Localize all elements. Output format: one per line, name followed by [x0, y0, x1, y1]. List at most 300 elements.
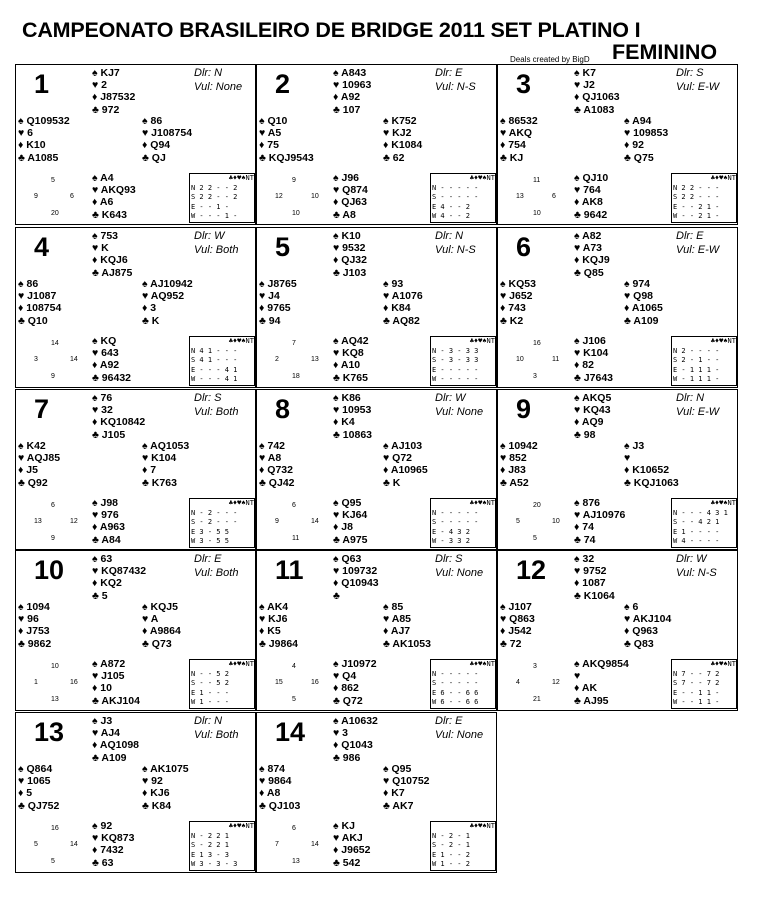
suit-holding: ♦ KQ2 — [92, 577, 122, 590]
suit-holding: ♥ AQJ85 — [18, 452, 61, 465]
tricks-table — [430, 173, 496, 223]
suit-holding: ♣ K — [142, 314, 160, 327]
board-number: 10 — [34, 555, 65, 585]
suit-holding: ♣ Q75 — [624, 151, 654, 164]
tricks-table — [189, 659, 255, 709]
west-hand — [500, 601, 535, 650]
tricks-table-row: W - - - - - — [432, 375, 479, 383]
suit-holding: ♥ — [624, 452, 631, 465]
hcp-value: 13 — [292, 858, 300, 865]
tricks-table-row: E 1 - - - - — [673, 527, 720, 536]
suit-holding: ♣ Q92 — [18, 476, 48, 489]
hcp-value: 5 — [292, 696, 296, 703]
tricks-table-row: S - 3 - 3 3 — [432, 356, 479, 364]
tricks-table-header: ♣♦♥♠NT — [469, 499, 495, 507]
board-diagram — [497, 227, 738, 388]
dealer-label: Dlr: N — [676, 392, 705, 404]
hcp-compass — [34, 502, 79, 547]
suit-holding: ♥ 10953 — [333, 404, 372, 417]
hcp-value: 16 — [533, 340, 541, 347]
suit-holding: ♠ 86 — [18, 278, 39, 290]
board-diagram — [497, 64, 738, 225]
north-hand — [574, 67, 620, 116]
tricks-table — [189, 498, 255, 548]
suit-holding: ♦ K7 — [383, 787, 405, 800]
suit-holding: ♦ A10 — [333, 359, 361, 372]
suit-holding: ♠ 76 — [92, 392, 113, 404]
hcp-compass — [275, 502, 320, 547]
tricks-table-row: S - 2 - - - — [191, 518, 238, 526]
west-hand — [500, 278, 536, 327]
suit-holding: ♣ A84 — [92, 533, 121, 546]
board-number: 1 — [34, 69, 50, 99]
suit-holding: ♠ Q95 — [383, 763, 412, 775]
tricks-table-row: E - 4 3 2 — [432, 527, 470, 536]
suit-holding: ♣ QJ — [142, 151, 166, 164]
suit-holding: ♠ A94 — [624, 115, 652, 127]
suit-holding: ♥ KQ873 — [92, 832, 135, 845]
suit-holding: ♦ Q10943 — [333, 577, 379, 590]
suit-holding: ♦ KQ10842 — [92, 416, 146, 429]
dealer-label: Dlr: N — [435, 230, 464, 242]
suit-holding: ♦ A9864 — [142, 625, 181, 638]
suit-holding: ♠ J10972 — [333, 658, 377, 670]
board-diagram — [15, 550, 256, 711]
tricks-table-row: E - - - 4 1 — [191, 365, 238, 374]
hcp-value: 20 — [533, 502, 541, 509]
board-number: 6 — [516, 232, 532, 262]
suit-holding: ♦ KQJ6 — [92, 254, 128, 267]
suit-holding: ♦ A8 — [259, 787, 281, 800]
north-hand — [92, 715, 139, 764]
tricks-table-row: W - - 1 1 - — [673, 698, 720, 706]
hcp-compass — [516, 340, 561, 385]
suit-holding: ♥ 9532 — [333, 242, 366, 255]
hcp-value: 6 — [552, 193, 556, 200]
hcp-value: 7 — [292, 340, 296, 347]
hcp-value: 9 — [34, 193, 38, 200]
suit-holding: ♣ 107 — [333, 103, 361, 116]
suit-holding: ♥ Q72 — [383, 452, 412, 465]
suit-holding: ♦ A92 — [92, 359, 120, 372]
suit-holding: ♦ Q94 — [142, 139, 171, 152]
suit-holding: ♣ K763 — [142, 476, 177, 489]
tricks-table-header: ♣♦♥♠NT — [710, 660, 736, 668]
vulnerability-label: Vul: None — [194, 81, 243, 93]
suit-holding: ♠ 63 — [92, 553, 113, 565]
south-hand — [574, 335, 613, 384]
hcp-value: 14 — [70, 841, 78, 848]
suit-holding: ♣ 74 — [574, 533, 596, 546]
tricks-table-header: ♣♦♥♠NT — [228, 822, 254, 830]
suit-holding: ♥ AKQ — [500, 127, 533, 140]
suit-holding: ♥ — [574, 670, 581, 683]
board-diagram — [256, 712, 497, 873]
vulnerability-label: Vul: None — [435, 567, 484, 579]
suit-holding: ♥ 96 — [18, 613, 39, 626]
hcp-value: 5 — [533, 535, 537, 542]
suit-holding: ♥ Q863 — [500, 613, 535, 626]
hcp-value: 9 — [275, 518, 279, 525]
south-hand — [574, 497, 625, 546]
suit-holding: ♠ 874 — [259, 763, 286, 775]
suit-holding: ♥ 852 — [500, 452, 527, 465]
west-hand — [18, 115, 70, 164]
suit-holding: ♥ J1087 — [18, 290, 57, 303]
suit-holding: ♦ A6 — [92, 196, 114, 209]
suit-holding: ♠ J3 — [92, 715, 113, 727]
suit-holding: ♠ J8765 — [259, 278, 297, 290]
suit-holding: ♥ Q874 — [333, 184, 368, 197]
hcp-value: 14 — [70, 356, 78, 363]
hcp-value: 16 — [311, 679, 319, 686]
north-hand — [333, 230, 367, 279]
suit-holding: ♥ A85 — [383, 613, 412, 626]
dealer-label: Dlr: E — [435, 715, 463, 727]
suit-holding: ♥ K104 — [142, 452, 177, 465]
suit-holding: ♠ 876 — [574, 497, 601, 509]
east-hand — [142, 115, 192, 164]
west-hand — [259, 601, 298, 650]
suit-holding: ♣ QJ103 — [259, 799, 301, 812]
suit-holding: ♦ A1065 — [624, 302, 663, 315]
suit-holding: ♣ K84 — [142, 799, 172, 812]
vulnerability-label: Vul: Both — [194, 729, 239, 741]
suit-holding: ♠ K86 — [333, 392, 361, 404]
tricks-table-row: S 4 1 - - - — [191, 356, 238, 364]
suit-holding: ♠ K10 — [333, 230, 361, 242]
west-hand — [259, 115, 314, 164]
suit-holding: ♣ AJ875 — [92, 266, 133, 279]
suit-holding: ♦ K10652 — [624, 464, 670, 477]
page-subtitle: FEMININO — [612, 40, 718, 64]
suit-holding: ♣ Q83 — [624, 637, 654, 650]
suit-holding: ♣ 94 — [259, 314, 281, 327]
suit-holding: ♦ K10 — [18, 139, 46, 152]
hcp-value: 16 — [70, 679, 78, 686]
suit-holding: ♣ J9864 — [259, 637, 299, 650]
hcp-value: 11 — [552, 356, 560, 363]
suit-holding: ♥ 643 — [92, 347, 119, 360]
west-hand — [18, 601, 51, 650]
suit-holding: ♥ 32 — [92, 404, 113, 417]
board-diagram — [497, 550, 738, 711]
tricks-table-row: S 2 2 - - 2 — [191, 193, 238, 201]
vulnerability-label: Vul: Both — [194, 567, 239, 579]
hcp-value: 12 — [70, 518, 78, 525]
suit-holding: ♥ J652 — [500, 290, 533, 303]
tricks-table-row: S - 2 2 1 — [191, 841, 229, 849]
suit-holding: ♠ J98 — [92, 497, 119, 509]
suit-holding: ♣ 9642 — [574, 208, 608, 221]
suit-holding: ♣ Q72 — [333, 694, 363, 707]
vulnerability-label: Vul: E-W — [676, 406, 720, 418]
suit-holding: ♣ J103 — [333, 266, 367, 279]
hcp-compass — [34, 340, 79, 385]
dealer-label: Dlr: S — [435, 553, 463, 565]
suit-holding: ♦ 75 — [259, 139, 279, 152]
hcp-value: 5 — [51, 177, 55, 184]
tricks-table-row: N - - - - - — [432, 508, 479, 517]
suit-holding: ♥ 2 — [92, 79, 107, 92]
tricks-table-row: S - - 4 2 1 — [673, 518, 720, 526]
suit-holding: ♥ A8 — [259, 452, 282, 465]
suit-holding: ♠ K752 — [383, 115, 417, 127]
tricks-table-row: N - 2 - - - — [191, 508, 238, 517]
suit-holding: ♥ KQ8 — [333, 347, 364, 360]
suit-holding: ♠ J3 — [624, 440, 645, 452]
suit-holding: ♥ Q10752 — [383, 775, 430, 788]
hcp-value: 6 — [70, 193, 74, 200]
suit-holding: ♥ AKJ104 — [624, 613, 672, 626]
suit-holding: ♥ AJ10976 — [574, 509, 626, 522]
hcp-value: 13 — [34, 518, 42, 525]
suit-holding: ♠ J96 — [333, 172, 360, 184]
suit-holding: ♥ K — [92, 242, 109, 255]
tricks-table-row: N - - 5 2 — [191, 669, 229, 678]
tricks-table-row: S 2 - 1 - - — [673, 356, 720, 364]
suit-holding: ♦ 82 — [574, 359, 594, 372]
vulnerability-label: Vul: Both — [194, 244, 239, 256]
suit-holding: ♠ 85 — [383, 601, 404, 613]
suit-holding: ♥ KQ43 — [574, 404, 611, 417]
suit-holding: ♦ K4 — [333, 416, 355, 429]
suit-holding: ♣ 98 — [574, 428, 596, 441]
suit-holding: ♥ 92 — [142, 775, 163, 788]
tricks-table-header: ♣♦♥♠NT — [469, 174, 495, 182]
tricks-table-row: S - - - - - — [432, 679, 479, 687]
hcp-value: 11 — [292, 535, 300, 542]
suit-holding: ♦ KQJ9 — [574, 254, 610, 267]
tricks-table-header: ♣♦♥♠NT — [710, 174, 736, 182]
suit-holding: ♣ KQJ9543 — [259, 151, 314, 164]
hcp-value: 10 — [552, 518, 560, 525]
tricks-table-row: W - 1 1 1 - — [673, 375, 720, 383]
suit-holding: ♠ AKQ9854 — [574, 658, 629, 670]
south-hand — [92, 497, 125, 546]
suit-holding: ♥ 9752 — [574, 565, 607, 578]
dealer-label: Dlr: W — [435, 392, 466, 404]
hcp-value: 5 — [34, 841, 38, 848]
dealer-label: Dlr: E — [676, 230, 704, 242]
suit-holding: ♠ AJ103 — [383, 440, 423, 452]
suit-holding: ♦ QJ1063 — [574, 91, 620, 104]
suit-holding: ♠ A82 — [574, 230, 602, 242]
suit-holding: ♦ Q963 — [624, 625, 658, 638]
suit-holding: ♦ 754 — [500, 139, 526, 152]
suit-holding: ♠ AJ10942 — [142, 278, 193, 290]
suit-holding: ♥ 109732 — [333, 565, 378, 578]
hcp-compass — [516, 663, 561, 708]
tricks-table — [430, 498, 496, 548]
suit-holding: ♦ 5 — [18, 787, 33, 800]
suit-holding: ♠ 32 — [574, 553, 595, 565]
suit-holding: ♥ 9864 — [259, 775, 292, 788]
hcp-value: 10 — [516, 356, 524, 363]
suit-holding: ♦ 743 — [500, 302, 526, 315]
board-diagram — [15, 64, 256, 225]
tricks-table-row: S - - - - - — [432, 193, 479, 201]
hcp-value: 4 — [292, 663, 296, 670]
suit-holding: ♥ KJ64 — [333, 509, 368, 522]
suit-holding: ♣ K — [383, 476, 401, 489]
suit-holding: ♦ 7432 — [92, 844, 124, 857]
hcp-value: 10 — [292, 210, 300, 217]
suit-holding: ♦ K84 — [383, 302, 411, 315]
suit-holding: ♦ 1087 — [574, 577, 606, 590]
board-number: 14 — [275, 717, 306, 747]
tricks-table-header: ♣♦♥♠NT — [469, 822, 495, 830]
suit-holding: ♦ AQ1098 — [92, 739, 139, 752]
vulnerability-label: Vul: N-S — [435, 244, 476, 256]
suit-holding: ♦ 108754 — [18, 302, 62, 315]
suit-holding: ♥ A1076 — [383, 290, 423, 303]
vulnerability-label: Vul: Both — [194, 406, 239, 418]
south-hand — [333, 172, 368, 221]
suit-holding: ♣ — [333, 589, 340, 602]
tricks-table-row: N - 3 - 3 3 — [432, 346, 479, 355]
hcp-value: 1 — [34, 679, 38, 686]
tricks-table-header: ♣♦♥♠NT — [228, 660, 254, 668]
board-diagram — [15, 227, 256, 388]
suit-holding: ♠ AQ42 — [333, 335, 369, 347]
tricks-table-row: E - - 1 - — [191, 202, 229, 211]
suit-holding: ♥ J4 — [259, 290, 280, 303]
tricks-table-row: S - - 5 2 — [191, 679, 229, 687]
suit-holding: ♣ Q85 — [574, 266, 604, 279]
suit-holding: ♣ 986 — [333, 751, 361, 764]
suit-holding: ♣ J7643 — [574, 371, 614, 384]
tricks-table-row: E - - 2 1 - — [673, 202, 720, 211]
east-hand — [142, 601, 181, 650]
tricks-table — [189, 173, 255, 223]
west-hand — [259, 440, 295, 489]
north-hand — [333, 67, 371, 116]
suit-holding: ♥ K104 — [574, 347, 609, 360]
hcp-value: 5 — [516, 518, 520, 525]
suit-holding: ♥ A — [142, 613, 159, 626]
vulnerability-label: Vul: None — [435, 729, 484, 741]
suit-holding: ♣ 72 — [500, 637, 522, 650]
suit-holding: ♦ 10 — [92, 682, 112, 695]
east-hand — [624, 278, 663, 327]
suit-holding: ♥ J105 — [92, 670, 125, 683]
north-hand — [574, 230, 610, 279]
suit-holding: ♥ 6 — [18, 127, 33, 140]
suit-holding: ♦ J87532 — [92, 91, 136, 104]
board-diagram — [256, 227, 497, 388]
suit-holding: ♥ 976 — [92, 509, 119, 522]
suit-holding: ♣ AK7 — [383, 799, 414, 812]
east-hand — [383, 601, 431, 650]
suit-holding: ♥ 764 — [574, 184, 601, 197]
hcp-compass — [34, 663, 79, 708]
suit-holding: ♠ 10942 — [500, 440, 538, 452]
board-number: 8 — [275, 394, 291, 424]
east-hand — [383, 440, 428, 489]
suit-holding: ♦ Q1043 — [333, 739, 373, 752]
suit-holding: ♦ Q732 — [259, 464, 293, 477]
suit-holding: ♣ KQJ1063 — [624, 476, 679, 489]
suit-holding: ♠ KQ — [92, 335, 117, 347]
east-hand — [383, 763, 430, 812]
east-hand — [624, 115, 668, 164]
board-number: 13 — [34, 717, 65, 747]
suit-holding: ♣ A975 — [333, 533, 368, 546]
tricks-table-row: N 2 2 - - 2 — [191, 183, 238, 192]
board-diagram — [497, 389, 738, 550]
east-hand — [383, 115, 422, 164]
suit-holding: ♦ 862 — [333, 682, 359, 695]
suit-holding: ♥ KJ6 — [259, 613, 288, 626]
suit-holding: ♣ J105 — [92, 428, 126, 441]
tricks-table-row: W 4 - - 2 — [432, 212, 470, 220]
vulnerability-label: Vul: E-W — [676, 81, 720, 93]
hcp-value: 10 — [51, 663, 59, 670]
suit-holding: ♣ A52 — [500, 476, 529, 489]
suit-holding: ♠ Q95 — [333, 497, 362, 509]
hcp-value: 3 — [34, 356, 38, 363]
suit-holding: ♥ AKQ93 — [92, 184, 136, 197]
suit-holding: ♠ A843 — [333, 67, 367, 79]
tricks-table-header: ♣♦♥♠NT — [710, 337, 736, 345]
suit-holding: ♣ K1064 — [574, 589, 615, 602]
dealer-label: Dlr: S — [676, 67, 704, 79]
hcp-value: 5 — [51, 858, 55, 865]
suit-holding: ♠ 86 — [142, 115, 163, 127]
suit-holding: ♠ 93 — [383, 278, 404, 290]
board-diagram — [15, 389, 256, 550]
suit-holding: ♠ AKQ5 — [574, 392, 612, 404]
tricks-table-row: W 3 - 3 - 3 — [191, 860, 238, 868]
suit-holding: ♣ K2 — [500, 314, 524, 327]
suit-holding: ♣ A109 — [92, 751, 127, 764]
tricks-table — [430, 821, 496, 871]
hcp-value: 6 — [292, 825, 296, 832]
suit-holding: ♣ A109 — [624, 314, 659, 327]
suit-holding: ♦ AK8 — [574, 196, 603, 209]
tricks-table — [430, 336, 496, 386]
suit-holding: ♦ AQ9 — [574, 416, 604, 429]
hcp-compass — [34, 825, 79, 870]
hcp-value: 14 — [311, 841, 319, 848]
tricks-table-row: N - - - - - — [432, 669, 479, 678]
suit-holding: ♠ J107 — [500, 601, 532, 613]
suit-holding: ♣ 62 — [383, 151, 405, 164]
south-hand — [333, 658, 377, 707]
suit-holding: ♣ K765 — [333, 371, 368, 384]
board-diagram — [256, 550, 497, 711]
hcp-value: 3 — [533, 373, 537, 380]
suit-holding: ♦ A10965 — [383, 464, 428, 477]
tricks-table-header: ♣♦♥♠NT — [710, 499, 736, 507]
north-hand — [92, 67, 135, 116]
tricks-table-row: S 2 2 - - - — [673, 193, 720, 201]
suit-holding: ♣ 63 — [92, 856, 114, 869]
dealer-label: Dlr: E — [435, 67, 463, 79]
tricks-table-row: E - - 1 1 - — [673, 688, 720, 697]
suit-holding: ♠ KJ7 — [92, 67, 120, 79]
hcp-value: 3 — [533, 663, 537, 670]
hcp-value: 11 — [533, 177, 541, 184]
tricks-table-row: W - - - 1 - — [191, 212, 238, 220]
west-hand — [18, 440, 60, 489]
tricks-table-row: W - - - 4 1 — [191, 375, 238, 383]
suit-holding: ♦ K5 — [259, 625, 281, 638]
suit-holding: ♠ AK4 — [259, 601, 289, 613]
hcp-value: 10 — [311, 193, 319, 200]
dealer-label: Dlr: N — [194, 67, 223, 79]
